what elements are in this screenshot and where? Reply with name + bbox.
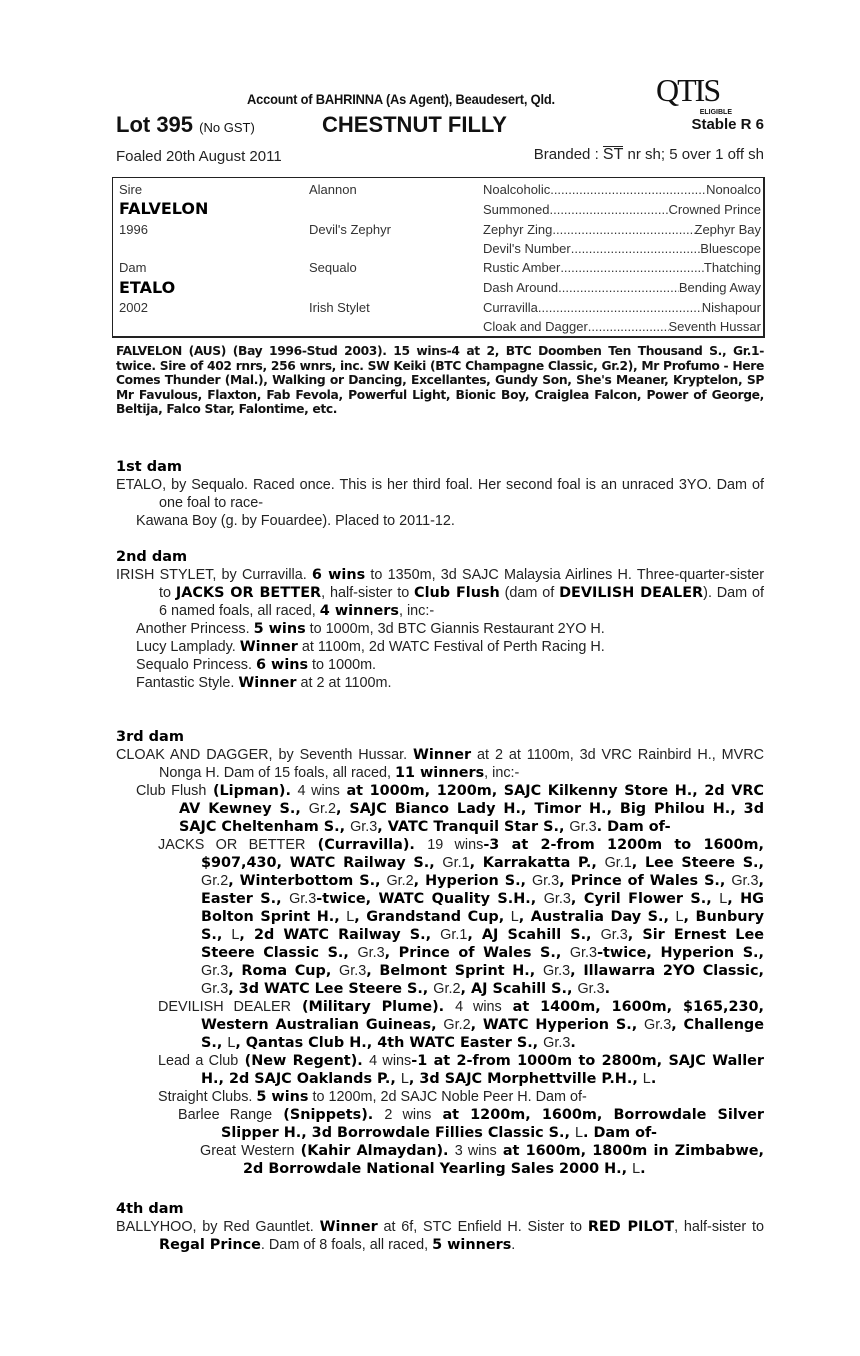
progeny-entry: Barlee Range (Snippets). 2 wins at 1200m, 1600m, Borrowdale Silver Slipper H., 3d Borrowdale Fillies Classic S., L. Dam of- — [178, 1107, 764, 1141]
second-dam-section — [116, 548, 764, 692]
sire-label: Sire — [119, 182, 143, 197]
dam-name: ETALO — [119, 278, 176, 297]
lot-number: Lot 395 (No GST) — [116, 112, 255, 137]
progeny-line: Kawana Boy (g. by Fouardee). Placed to 2011-12. — [136, 513, 455, 529]
dam-paragraph: BALLYHOO, by Red Gauntlet. Winner at 6f, STC Enfield H. Sister to RED PILOT, half-sister to Regal Prince. Dam of 8 foals, all raced, 5 winners. — [116, 1219, 764, 1253]
sire-year: 1996 — [119, 222, 148, 237]
brand-mark-icon: ST — [602, 146, 624, 163]
section-heading: 4th dam — [116, 1201, 184, 1217]
grandparent-row: Curravilla ..... Nishapour — [483, 300, 761, 315]
stable-location: Stable R 6 — [691, 116, 764, 133]
sire-sire: Alannon — [309, 182, 357, 197]
grandparent-row: Cloak and Dagger ..... Seventh Hussar — [483, 319, 761, 334]
progeny-line: Lucy Lamplady. Winner at 1100m, 2d WATC Festival of Perth Racing H. — [136, 639, 605, 655]
progeny-entry: Great Western (Kahir Almaydan). 3 wins at 1600m, 1800m in Zimbabwe, 2d Borrowdale National Yearling Sales 2000 H., L. — [200, 1143, 765, 1177]
colour-sex: CHESTNUT FILLY — [322, 112, 507, 137]
grandparent-row: Zephyr Zing ..... Zephyr Bay — [483, 222, 761, 237]
gst-note: (No GST) — [199, 120, 255, 135]
first-dam-section — [116, 458, 764, 530]
grandparent-row: Devil's Number ..... Bluescope — [483, 241, 761, 256]
sire-summary: FALVELON (AUS) (Bay 1996-Stud 2003). 15 wins-4 at 2, BTC Doomben Ten Thousand S., Gr.1-twice. Sire of 402 rnrs, 256 wnrs, inc. SW Keiki (BTC Champagne Classic, Gr.2), Mr Profumo - Here Comes Thunder (Mal.), Walking or Dancing, Excellantes, Gundy Son, She's Meaner, Kryptelon, SP Mr Favulous, Flaxton, Fab Fevola, Powerful Light, Bionic Boy, Craiglea Falcon, Power of George, Beltija, Falco Star, Falontime, etc. — [116, 344, 764, 416]
section-heading: 2nd dam — [116, 549, 188, 565]
foaled-date: Foaled 20th August 2011 — [116, 148, 282, 165]
sire-dam: Devil's Zephyr — [309, 222, 391, 237]
dam-paragraph: ETALO, by Sequalo. Raced once. This is her third foal. Her second foal is an unraced 3YO. Dam of one foal to race- — [116, 477, 764, 511]
dam-label: Dam — [119, 260, 147, 275]
progeny-line: Another Princess. 5 wins to 1000m, 3d BTC Giannis Restaurant 2YO H. — [136, 621, 605, 637]
grandparent-row: Rustic Amber ..... Thatching — [483, 260, 761, 275]
progeny-entry: Club Flush (Lipman). 4 wins at 1000m, 1200m, SAJC Kilkenny Store H., 2d VRC AV Kewney S., Gr.2, SAJC Bianco Lady H., Timor H., Big Philou H., 3d SAJC Cheltenham S., Gr.3, VATC Tranquil Star S., Gr.3. Dam of- — [136, 783, 764, 835]
sire-name: FALVELON — [119, 199, 209, 218]
qtis-eligible-logo-icon: QTIS ELIGIBLE — [656, 72, 732, 116]
dam-paragraph: IRISH STYLET, by Curravilla. 6 wins to 1350m, 3d SAJC Malaysia Airlines H. Three-quarter-sister to JACKS OR BETTER, half-sister to Club Flush (dam of DEVILISH DEALER). Dam of 6 named foals, all raced, 4 winners, inc:- — [116, 567, 765, 619]
progeny-entry: DEVILISH DEALER (Military Plume). 4 wins at 1400m, 1600m, $165,230, Western Australian Guineas, Gr.2, WATC Hyperion S., Gr.3, Challenge S., L, Qantas Club H., 4th WATC Easter S., Gr.3. — [158, 999, 764, 1051]
fourth-dam-section — [116, 1200, 764, 1254]
progeny-entry: Straight Clubs. 5 wins to 1200m, 2d SAJC Noble Peer H. Dam of- — [158, 1089, 587, 1105]
pedigree-table — [112, 177, 765, 338]
dam-paragraph: CLOAK AND DAGGER, by Seventh Hussar. Winner at 2 at 1100m, 3d VRC Rainbird H., MVRC Nonga H. Dam of 15 foals, all raced, 11 winners, inc:- — [116, 747, 764, 781]
grandparent-row: Dash Around ..... Bending Away — [483, 280, 761, 295]
dam-dam: Irish Stylet — [309, 300, 370, 315]
dam-year: 2002 — [119, 300, 148, 315]
section-heading: 1st dam — [116, 459, 182, 475]
grandparent-row: Summoned ..... Crowned Prince — [483, 202, 761, 217]
progeny-line: Sequalo Princess. 6 wins to 1000m. — [136, 657, 377, 673]
progeny-line: Fantastic Style. Winner at 2 at 1100m. — [136, 675, 392, 691]
brand-info: Branded : ST nr sh; 5 over 1 off sh — [533, 146, 764, 163]
progeny-entry: Lead a Club (New Regent). 4 wins-1 at 2-from 1000m to 2800m, SAJC Waller H., 2d SAJC Oaklands P., L, 3d SAJC Morphettville P.H., L. — [158, 1053, 764, 1087]
lot-row — [112, 112, 764, 138]
third-dam-section — [116, 728, 764, 1178]
dam-sire: Sequalo — [309, 260, 357, 275]
grandparent-row: Noalcoholic ..... Nonoalco — [483, 182, 761, 197]
progeny-entry: JACKS OR BETTER (Curravilla). 19 wins-3 at 2-from 1200m to 1600m, $907,430, WATC Railway S., Gr.1, Karrakatta P., Gr.1, Lee Steere S., Gr.2, Winterbottom S., Gr.2, Hyperion S., Gr.3, Prince of Wales S., Gr.3, Easter S., Gr.3-twice, WATC Quality S.H., Gr.3, Cyril Flower S., L, HG Bolton Sprint H., L, Grandstand Cup, L, Australia Day S., L, Bunbury S., L, 2d WATC Railway S., Gr.1, AJ Scahill S., Gr.3, Sir Ernest Lee Steere Classic S., Gr.3, Prince of Wales S., Gr.3-twice, Hyperion S., Gr.3, Roma Cup, Gr.3, Belmont Sprint H., Gr.3, Illawarra 2YO Classic, Gr.3, 3d WATC Lee Steere S., Gr.2, AJ Scahill S., Gr.3. — [158, 837, 765, 997]
vendor-account: Account of BAHRINNA (As Agent), Beaudesert, Qld. — [247, 91, 555, 107]
section-heading: 3rd dam — [116, 729, 184, 745]
